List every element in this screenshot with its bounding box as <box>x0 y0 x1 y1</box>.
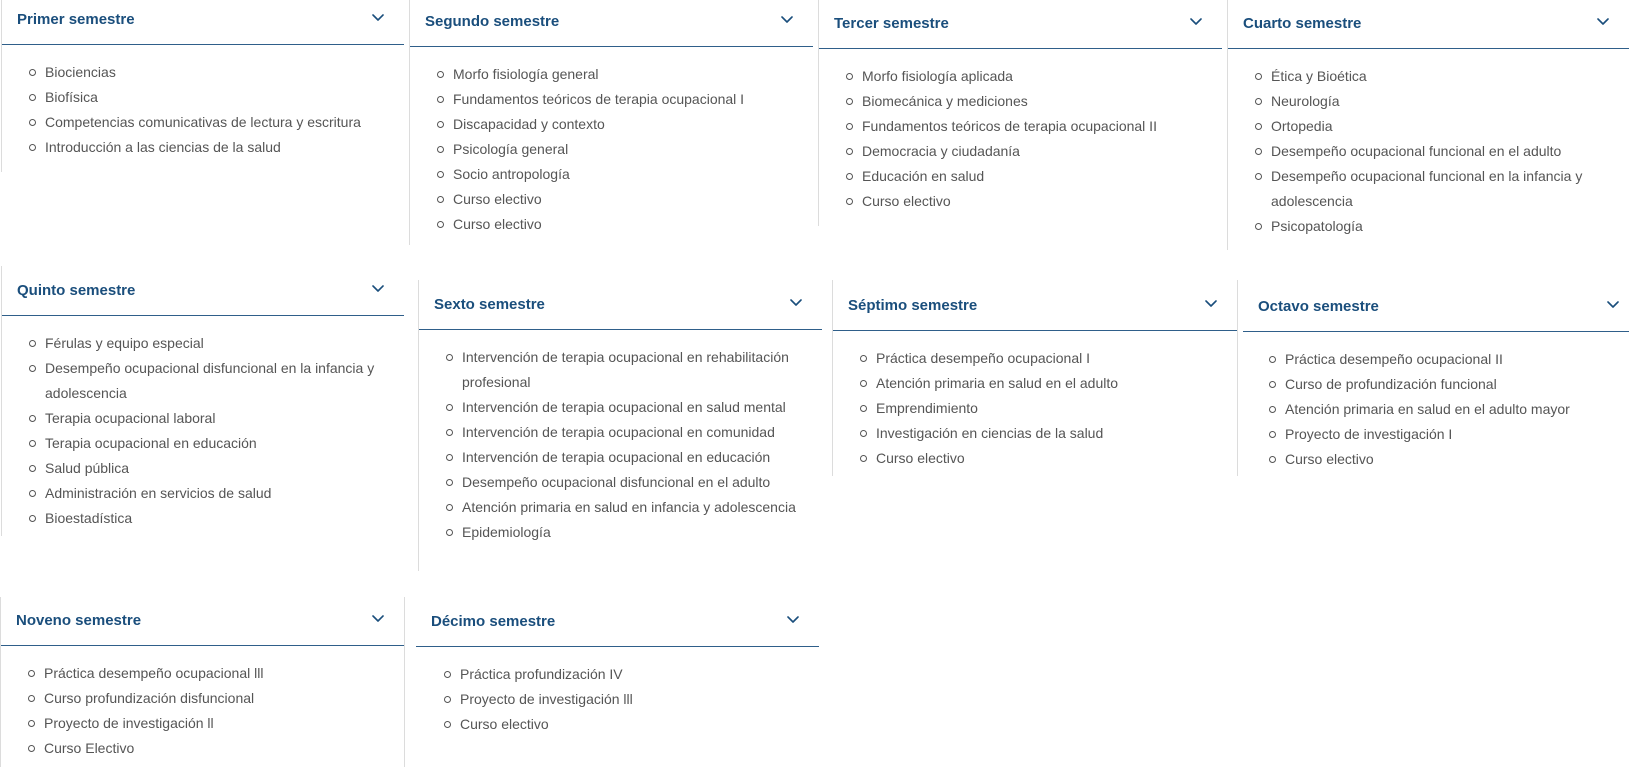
semester-panel-3 <box>818 0 1222 226</box>
course-item: Intervención de terapia ocupacional en rehabilitación profesional <box>462 345 812 395</box>
semester-header-4[interactable] <box>1228 0 1629 49</box>
course-item: Educación en salud <box>862 164 1222 189</box>
course-list <box>833 346 1237 471</box>
course-item: Proyecto de investigación lll <box>460 687 819 712</box>
course-item: Curso de profundización funcional <box>1285 372 1629 397</box>
course-item: Bioestadística <box>45 506 384 531</box>
semester-panel-4 <box>1227 0 1629 250</box>
semester-header-3[interactable] <box>819 0 1222 49</box>
semester-title: Segundo semestre <box>425 13 560 30</box>
chevron-down-icon[interactable] <box>372 615 384 623</box>
course-item: Socio antropología <box>453 162 813 187</box>
course-item: Atención primaria en salud en infancia y adolescencia <box>462 495 812 520</box>
course-item: Curso electivo <box>876 446 1237 471</box>
course-item: Desempeño ocupacional funcional en el adulto <box>1271 139 1609 164</box>
course-list <box>1 661 404 761</box>
chevron-down-icon[interactable] <box>781 16 793 24</box>
course-item: Biofísica <box>45 85 404 110</box>
course-item: Proyecto de investigación ll <box>44 711 404 736</box>
course-list <box>1228 64 1629 239</box>
semester-header-6[interactable] <box>419 280 822 330</box>
course-list <box>419 345 822 545</box>
course-item: Desempeño ocupacional disfuncional en la infancia y adolescencia <box>45 356 384 406</box>
course-item: Desempeño ocupacional disfuncional en el adulto <box>462 470 812 495</box>
semester-title: Cuarto semestre <box>1243 15 1362 32</box>
course-item: Democracia y ciudadanía <box>862 139 1222 164</box>
course-item: Férulas y equipo especial <box>45 331 384 356</box>
chevron-down-icon[interactable] <box>787 616 799 624</box>
chevron-down-icon[interactable] <box>1205 300 1217 308</box>
chevron-down-icon[interactable] <box>372 14 384 22</box>
course-list <box>405 662 819 737</box>
course-item: Terapia ocupacional en educación <box>45 431 384 456</box>
course-item: Biociencias <box>45 60 404 85</box>
semester-panel-1 <box>1 0 404 172</box>
semester-header-9[interactable] <box>1 597 404 646</box>
semester-panel-2 <box>409 0 813 245</box>
course-item: Competencias comunicativas de lectura y escritura <box>45 110 404 135</box>
course-item: Administración en servicios de salud <box>45 481 384 506</box>
course-item: Desempeño ocupacional funcional en la infancia y adolescencia <box>1271 164 1609 214</box>
chevron-down-icon[interactable] <box>1607 301 1619 309</box>
course-list <box>819 64 1222 214</box>
course-item: Curso profundización disfuncional <box>44 686 404 711</box>
semester-panel-8 <box>1237 280 1629 476</box>
course-list <box>2 331 404 531</box>
course-item: Práctica desempeño ocupacional lll <box>44 661 404 686</box>
course-item: Intervención de terapia ocupacional en salud mental <box>462 395 812 420</box>
course-item: Práctica profundización IV <box>460 662 819 687</box>
semester-title: Décimo semestre <box>431 613 556 630</box>
semester-title: Séptimo semestre <box>848 297 978 314</box>
course-item: Terapia ocupacional laboral <box>45 406 384 431</box>
course-list <box>1238 347 1629 472</box>
course-item: Psicología general <box>453 137 813 162</box>
semester-title: Sexto semestre <box>434 296 545 313</box>
course-item: Fundamentos teóricos de terapia ocupacional II <box>862 114 1222 139</box>
semester-header-10[interactable] <box>416 597 819 647</box>
chevron-down-icon[interactable] <box>1597 18 1609 26</box>
semester-header-1[interactable] <box>2 0 404 45</box>
chevron-down-icon[interactable] <box>790 299 802 307</box>
semester-header-8[interactable] <box>1243 280 1629 332</box>
course-item: Curso electivo <box>862 189 1222 214</box>
course-item: Práctica desempeño ocupacional I <box>876 346 1237 371</box>
course-item: Discapacidad y contexto <box>453 112 813 137</box>
course-item: Epidemiología <box>462 520 812 545</box>
semester-header-5[interactable] <box>2 266 404 316</box>
course-item: Biomecánica y mediciones <box>862 89 1222 114</box>
chevron-down-icon[interactable] <box>372 285 384 293</box>
course-item: Intervención de terapia ocupacional en comunidad <box>462 420 812 445</box>
semester-header-7[interactable] <box>833 280 1237 331</box>
course-item: Curso electivo <box>453 187 813 212</box>
semester-title: Octavo semestre <box>1258 298 1379 315</box>
course-item: Curso electivo <box>1285 447 1629 472</box>
semester-panel-5 <box>1 266 404 536</box>
course-item: Ortopedia <box>1271 114 1609 139</box>
course-item: Morfo fisiología general <box>453 62 813 87</box>
course-list <box>2 60 404 160</box>
course-item: Neurología <box>1271 89 1609 114</box>
course-item: Morfo fisiología aplicada <box>862 64 1222 89</box>
course-item: Emprendimiento <box>876 396 1237 421</box>
course-item: Ética y Bioética <box>1271 64 1609 89</box>
semester-title: Quinto semestre <box>17 282 136 299</box>
semester-header-2[interactable] <box>410 0 813 47</box>
course-item: Psicopatología <box>1271 214 1609 239</box>
semester-panel-9 <box>0 597 404 767</box>
course-item: Práctica desempeño ocupacional II <box>1285 347 1629 372</box>
course-item: Proyecto de investigación I <box>1285 422 1629 447</box>
course-item: Introducción a las ciencias de la salud <box>45 135 404 160</box>
course-list <box>410 62 813 237</box>
semester-title: Noveno semestre <box>16 612 142 629</box>
chevron-down-icon[interactable] <box>1190 18 1202 26</box>
course-item: Curso electivo <box>460 712 819 737</box>
semester-panel-6 <box>418 280 822 571</box>
course-item: Salud pública <box>45 456 384 481</box>
semester-panel-7 <box>832 280 1237 476</box>
course-item: Atención primaria en salud en el adulto mayor <box>1285 397 1629 422</box>
semester-title: Primer semestre <box>17 11 135 28</box>
course-item: Fundamentos teóricos de terapia ocupacional I <box>453 87 813 112</box>
semester-title: Tercer semestre <box>834 15 949 32</box>
course-item: Atención primaria en salud en el adulto <box>876 371 1237 396</box>
course-item: Intervención de terapia ocupacional en educación <box>462 445 812 470</box>
course-item: Curso electivo <box>453 212 813 237</box>
semester-panel-10 <box>404 597 819 767</box>
course-item: Investigación en ciencias de la salud <box>876 421 1237 446</box>
course-item: Curso Electivo <box>44 736 404 761</box>
